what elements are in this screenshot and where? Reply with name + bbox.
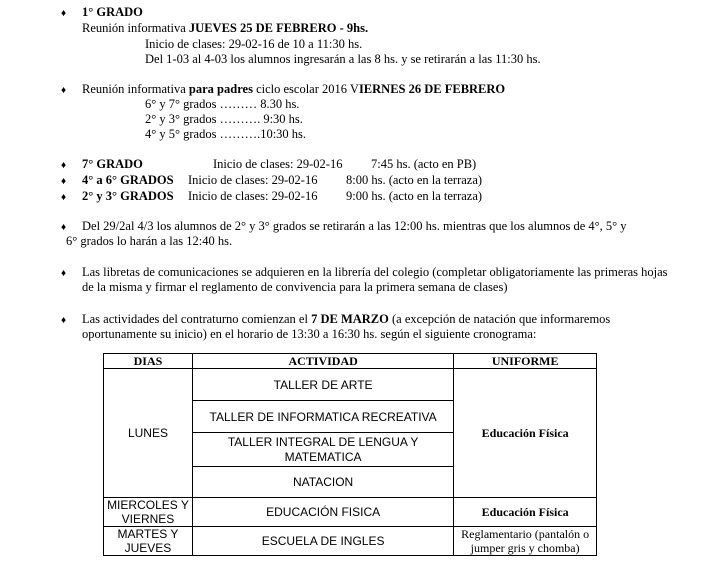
grade-7-time: 7:45 hs. (acto en PB) (371, 157, 477, 171)
grade-4-6-time: 8:00 hs. (acto en la terraza) (346, 173, 483, 187)
notice-contraturno-line2: oportunamente su inicio) en el horario de 13:30 a 16:30 hs. según el siguiente cronograma: (82, 327, 537, 341)
parents-middle: ciclo escolar 2016 V (252, 82, 359, 96)
grado1-schedule: Del 1-03 al 4-03 los alumnos ingresarán a las 8 hs. y se retirarán a las 11:30 hs. (145, 52, 541, 66)
uniform-martes: Reglamentario (pantalón o jumper gris y chomba) (454, 527, 597, 556)
header-uniforme: UNIFORME (454, 354, 597, 369)
bullet-icon: ♦ (61, 222, 67, 233)
day-lunes: LUNES (104, 369, 193, 498)
activity-natacion: NATACION (192, 467, 453, 498)
parents-date: IERNES 26 DE FEBRERO (358, 82, 506, 96)
parents-time-2: 2° y 3° grados ………. 9:30 hs. (145, 112, 303, 126)
contraturno-date: 7 DE MARZO (311, 312, 389, 326)
grade-7-name: 7° GRADO (82, 157, 143, 171)
bullet-icon: ♦ (61, 85, 67, 96)
bullet-icon: ♦ (61, 192, 67, 203)
grade-2-3-name: 2° y 3° GRADOS (82, 189, 174, 203)
grado1-meeting-date: JUEVES 25 DE FEBRERO - 9hs. (188, 21, 369, 35)
table-row (104, 527, 597, 556)
header-dias: DIAS (104, 354, 193, 369)
parents-time-1: 6° y 7° grados ……… 8.30 hs. (145, 97, 300, 111)
uniform-lunes: Educación Física (454, 369, 597, 498)
notice-libretas-line1: Las libretas de comunicaciones se adquieren en la librería del colegio (completar obligatoriamente las primeras hojas (82, 265, 668, 279)
grade-4-6-name: 4° a 6° GRADOS (82, 173, 174, 187)
activity-lengua: TALLER INTEGRAL DE LENGUA Y MATEMATICA (192, 433, 453, 467)
notice-schedule-line1: Del 29/2al 4/3 los alumnos de 2° y 3° grados se retirarán a las 12:00 hs. mientras que los alumnos de 4°, 5° y (82, 219, 627, 233)
grade-4-6-start: Inicio de clases: 29-02-16 (188, 173, 318, 187)
table-row (104, 369, 597, 401)
bullet-icon: ♦ (61, 176, 67, 187)
activity-educacion-fisica: EDUCACIÓN FISICA (192, 498, 453, 527)
grado1-start: Inicio de clases: 29-02-16 de 10 a 11:30 hs. (145, 37, 363, 51)
notice-schedule-line2: 6° grados lo harán a las 12:40 hs. (66, 234, 233, 248)
table-row (104, 498, 597, 527)
bullet-icon: ♦ (61, 160, 67, 171)
activity-ingles: ESCUELA DE INGLES (192, 527, 453, 556)
notice-contraturno-line1 (82, 312, 610, 327)
grado1-meeting-prefix: Reunión informativa (82, 21, 189, 35)
parents-bold1: para padres (188, 82, 253, 96)
parents-prefix: Reunión informativa (82, 82, 189, 96)
table-header-row (104, 354, 597, 369)
grado1-meeting (82, 21, 368, 36)
contraturno-text-c: (a excepción de natación que informaremos (388, 312, 611, 326)
bullet-icon: ♦ (61, 268, 67, 279)
activities-table (103, 353, 597, 556)
grade-2-3-time: 9:00 hs. (acto en la terraza) (346, 189, 483, 203)
header-actividad: ACTIVIDAD (192, 354, 453, 369)
grade-7-start: Inicio de clases: 29-02-16 (213, 157, 343, 171)
bullet-icon: ♦ (61, 8, 67, 19)
contraturno-text-a: Las actividades del contraturno comienzan el (82, 312, 312, 326)
day-martes: MARTES Y JUEVES (104, 527, 193, 556)
parents-time-3: 4° y 5° grados ……….10:30 hs. (145, 127, 307, 141)
parents-meeting (82, 82, 505, 97)
grade-2-3-start: Inicio de clases: 29-02-16 (188, 189, 318, 203)
notice-libretas-line2: de la misma y firmar el reglamento de convivencia para la primera semana de clases) (82, 280, 508, 294)
grado1-title: 1° GRADO (82, 5, 143, 19)
bullet-icon: ♦ (61, 315, 67, 326)
uniform-miercoles: Educación Física (454, 498, 597, 527)
activity-arte: TALLER DE ARTE (192, 369, 453, 401)
day-miercoles: MIERCOLES Y VIERNES (104, 498, 193, 527)
activity-informatica: TALLER DE INFORMATICA RECREATIVA (192, 401, 453, 433)
